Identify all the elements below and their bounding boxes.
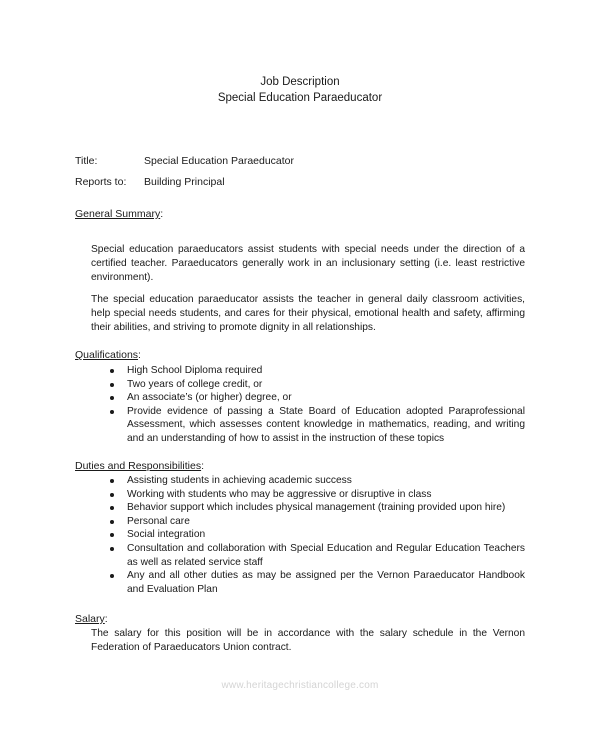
salary-heading: Salary: xyxy=(75,613,108,625)
bullet-icon xyxy=(110,383,114,387)
qualifications-heading: Qualifications: xyxy=(75,349,141,361)
document-header xyxy=(0,74,600,106)
bullet-icon xyxy=(110,396,114,400)
reports-to-value: Building Principal xyxy=(144,176,225,188)
general-summary-paragraph-1: Special education paraeducators assist students with special needs under the direction of a certified teacher. Paraeducators generally work in an inclusionary setting (i.e. least restrictive environment). xyxy=(91,244,525,283)
bullet-icon xyxy=(110,506,114,510)
list-item: Provide evidence of passing a State Board of Education adopted Paraprofessional Assessment, which assesses content knowledge in mathematics, reading, and writing and an understanding of how to assist in the instruction of these topics xyxy=(110,405,525,446)
bullet-icon xyxy=(110,520,114,524)
bullet-icon xyxy=(110,369,114,373)
bullet-icon xyxy=(110,479,114,483)
bullet-icon xyxy=(110,574,114,578)
salary-paragraph: The salary for this position will be in accordance with the salary schedule in the Vernon Federation of Paraeducators Union contract. xyxy=(91,628,525,653)
bullet-icon xyxy=(110,533,114,537)
list-item: Personal care xyxy=(110,515,525,529)
list-item: Social integration xyxy=(110,528,525,542)
bullet-icon xyxy=(110,547,114,551)
list-item: Two years of college credit, or xyxy=(110,378,525,392)
general-summary-paragraph-2: The special education paraeducator assists the teacher in general daily classroom activities, help special needs students, and cares for their physical, emotional health and safety, affirming their abilities, and striving to promote dignity in all relationships. xyxy=(91,294,525,333)
list-item: High School Diploma required xyxy=(110,364,525,378)
list-item: Consultation and collaboration with Special Education and Regular Education Teachers as well as related service staff xyxy=(110,542,525,569)
reports-to-label: Reports to: xyxy=(75,176,127,188)
list-item: Working with students who may be aggressive or disruptive in class xyxy=(110,488,525,502)
list-item: Behavior support which includes physical management (training provided upon hire) xyxy=(110,501,525,515)
reports-to-row xyxy=(75,176,225,188)
list-item: Any and all other duties as may be assigned per the Vernon Paraeducator Handbook and Evaluation Plan xyxy=(110,569,525,596)
duties-list xyxy=(110,474,525,596)
title-label: Title: xyxy=(75,155,98,167)
title-row xyxy=(75,155,294,167)
title-value: Special Education Paraeducator xyxy=(144,155,295,167)
bullet-icon xyxy=(110,410,114,414)
bullet-icon xyxy=(110,493,114,497)
list-item: Assisting students in achieving academic success xyxy=(110,474,525,488)
general-summary-heading: General Summary: xyxy=(75,208,164,220)
list-item: An associate’s (or higher) degree, or xyxy=(110,391,525,405)
duties-heading: Duties and Responsibilities: xyxy=(75,460,204,472)
watermark-text: www.heritagechristiancollege.com xyxy=(221,680,379,691)
qualifications-list xyxy=(110,364,525,446)
header-line-1: Job Description xyxy=(260,76,340,88)
header-line-2: Special Education Paraeducator xyxy=(217,92,383,104)
